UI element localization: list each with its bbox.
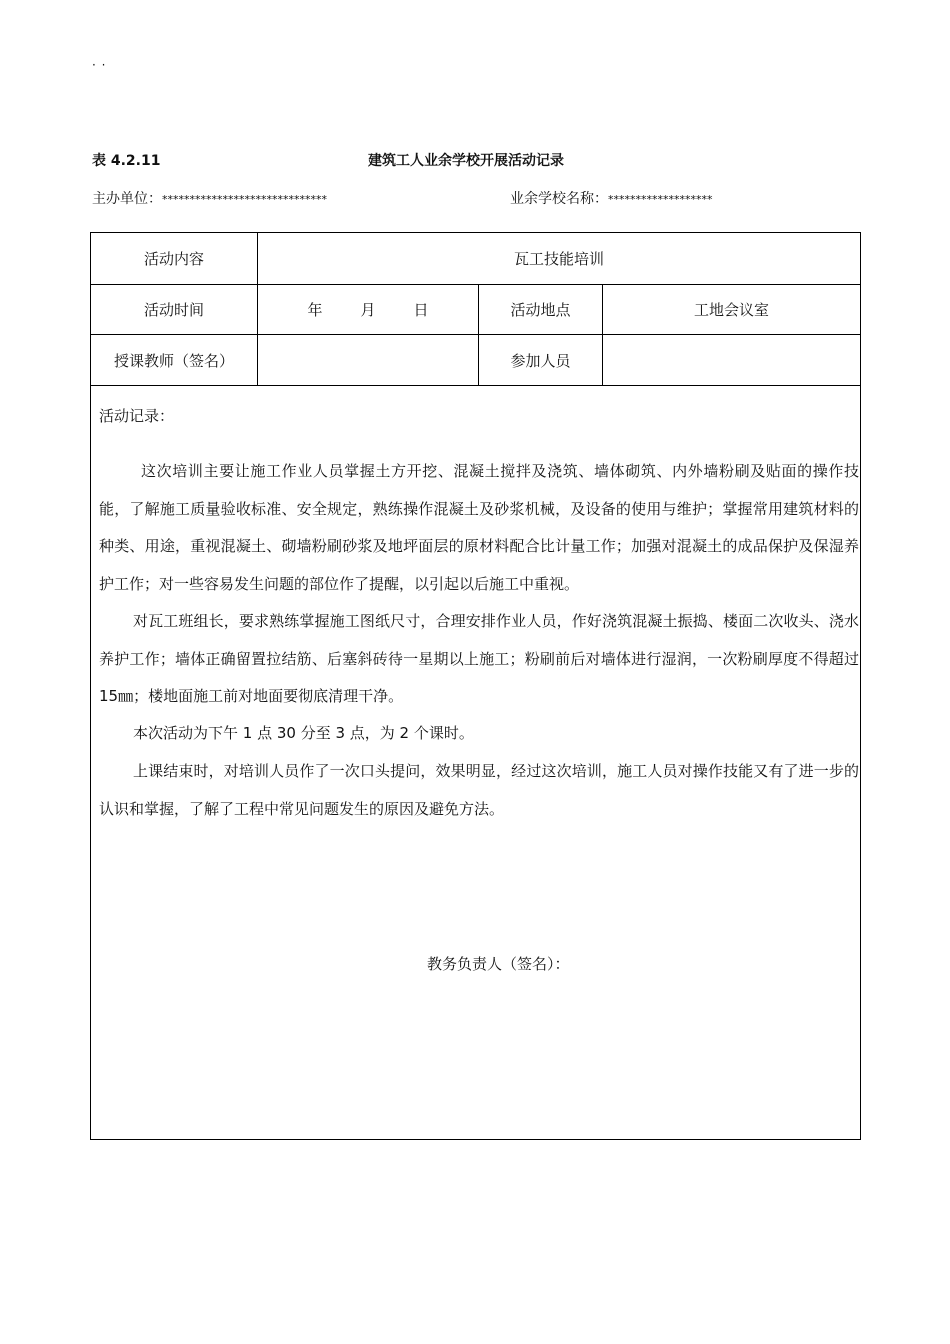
content-label: 活动内容 <box>143 250 204 268</box>
record-paragraph: 这次培训主要让施工作业人员掌握土方开挖、混凝土搅拌及浇筑、墙体砌筑、内外墙粉刷及贴面的操作技能，了解施工质量验收标准、安全规定，熟练操作混凝土及砂浆机械，及设备的使用与维护；掌握常用建筑材料的种类、用途，重视混凝土、砌墙粉刷砂浆及地坪面层的原材料配合比计量工作；加强对混凝土的成品保护及保湿养护工作；对一些容易发生问题的部位作了提醒，以引起以后施工中重视。 <box>99 462 859 593</box>
participants-value <box>603 335 860 385</box>
record-paragraph: 对瓦工班组长，要求熟练掌握施工图纸尺寸，合理安排作业人员，作好浇筑混凝土振捣、楼面二次收头、浇水养护工作；墙体正确留置拉结筋、后塞斜砖待一星期以上施工；粉刷前后对墙体进行湿润，一次粉刷厚度不得超过15㎜；楼地面施工前对地面要彻底清理干净。 <box>99 612 859 706</box>
content-value: 瓦工技能培训 <box>513 250 604 268</box>
place-value: 工地会议室 <box>693 301 769 319</box>
date-year: 年 <box>307 301 323 319</box>
place-label: 活动地点 <box>510 301 571 319</box>
school-name-value: ******************* <box>608 193 713 206</box>
time-label: 活动时间 <box>143 301 204 319</box>
document-title: 建筑工人业余学校开展活动记录 <box>368 153 564 169</box>
organizer-line <box>92 188 327 208</box>
record-paragraph: 本次活动为下午 1 点 30 分至 3 点，为 2 个课时。 <box>133 724 474 742</box>
teacher-label: 授课教师（签名） <box>113 351 234 370</box>
table-number: 表 4.2.11 <box>92 153 161 169</box>
record-label: 活动记录： <box>99 407 175 425</box>
teacher-value <box>258 335 478 385</box>
date-month: 月 <box>360 301 376 319</box>
organizer-value: ****************************** <box>162 193 327 206</box>
record-paragraph: 上课结束时，对培训人员作了一次口头提问，效果明显，经过这次培训，施工人员对操作技能又有了进一步的认识和掌握，了解了工程中常见问题发生的原因及避免方法。 <box>99 762 859 818</box>
school-name-label: 业余学校名称： <box>510 191 608 207</box>
date-day: 日 <box>413 301 429 319</box>
signature-label: 教务负责人（签名）： <box>427 955 570 973</box>
participants-label: 参加人员 <box>510 351 571 370</box>
row-divider <box>91 385 860 386</box>
activity-record-table <box>90 232 861 1140</box>
header-dots: · · <box>92 58 107 72</box>
title-row <box>92 150 860 170</box>
organizer-label: 主办单位： <box>92 191 162 207</box>
date-field <box>258 285 478 334</box>
school-name-line <box>510 188 713 208</box>
